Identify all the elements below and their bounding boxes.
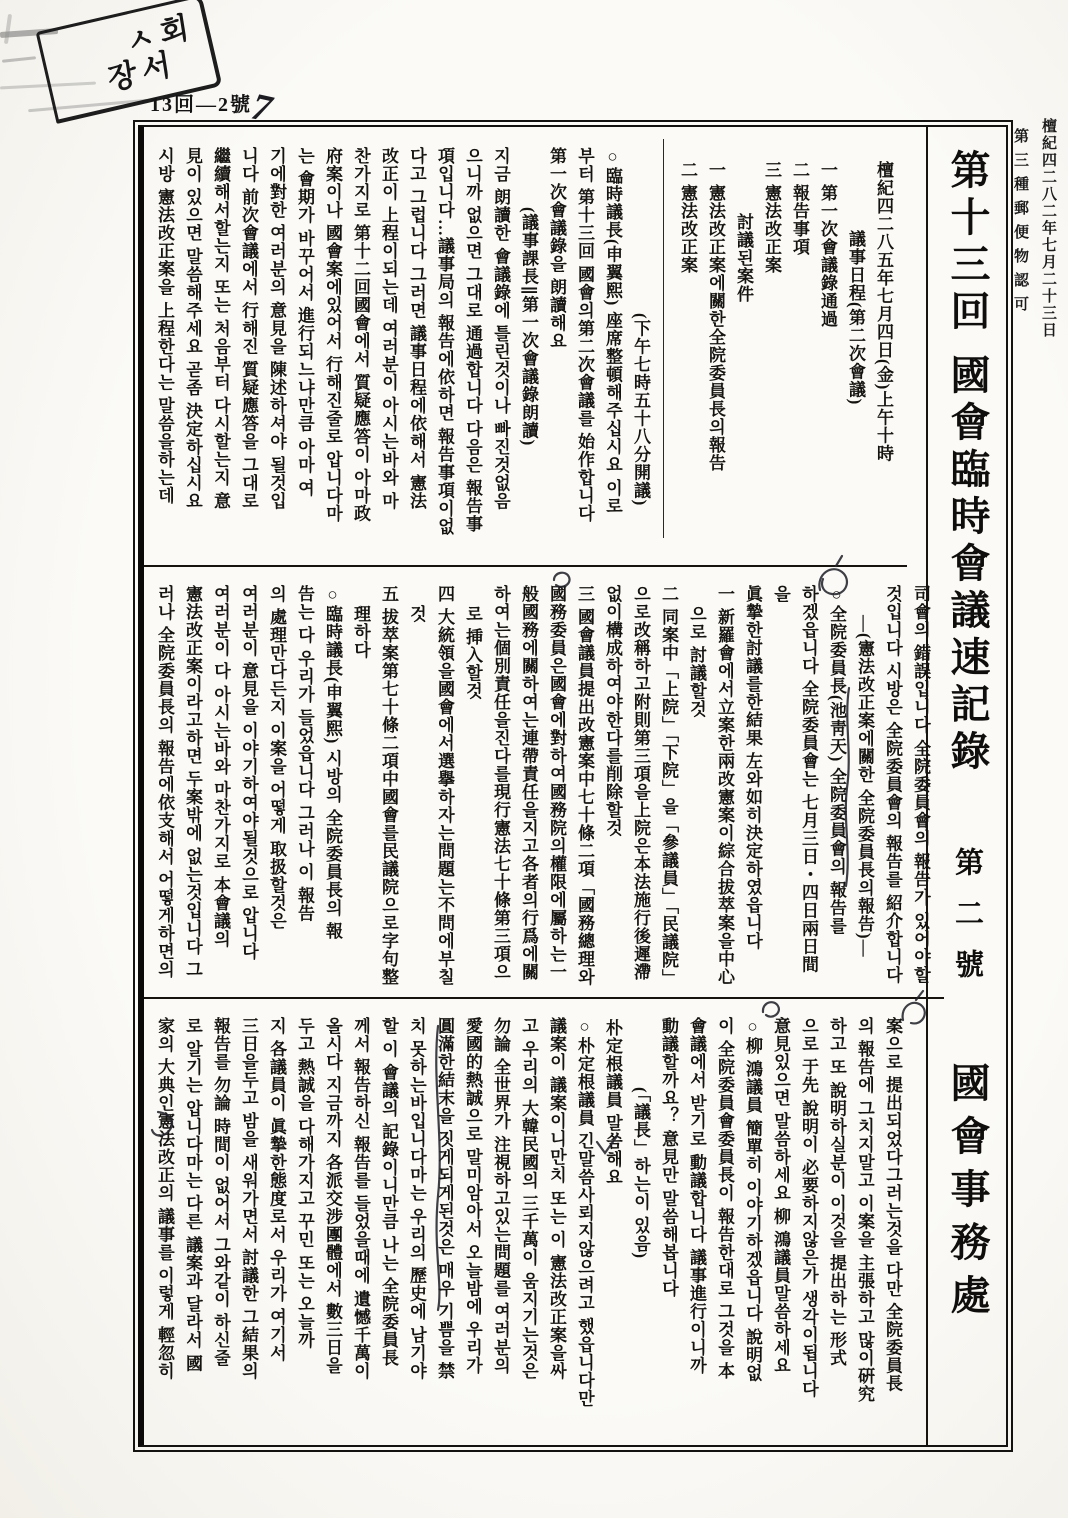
agenda-divider-rule xyxy=(663,139,664,538)
text-column: 動議할까요？ 意見만 말씀해봅니다 xyxy=(659,1017,678,1298)
text-column: 이 全院委員會委員長이 報告한대로 그것을 本 xyxy=(715,1017,734,1380)
text-column: 勿論 全世界가 注視하고있는問題를 여러분의 xyxy=(491,1017,510,1375)
text-column: 로 挿入할것 xyxy=(463,605,482,701)
text-column: 찬가지로 第十二回國會에서 質疑應答이 아마政 xyxy=(351,147,370,523)
text-column: 圓滿한結末을 짓게되게된것은 매우 기쁨을 禁 xyxy=(435,1017,454,1380)
text-column: 檀紀四二八五年七月四日(金)上午十時 xyxy=(874,161,893,463)
text-column: (「議長」하는이 있음) xyxy=(631,1087,650,1260)
text-column: 치 못하는바입니다마는 우리의 歷史에 남기야 xyxy=(407,1017,426,1380)
stamp-text-line: ㅅ회 xyxy=(123,8,197,60)
text-column: (議事課長∥第一次會議錄朗讀) xyxy=(519,207,538,447)
text-column: 二 憲法改正案 xyxy=(678,161,697,275)
handwritten-page-number: 7 xyxy=(244,86,279,130)
text-column: 없이構成하여야한다를削除할것 xyxy=(603,585,622,837)
text-column: 여러분이 意見을 이야기하여야될것으로 압니다 xyxy=(239,585,258,961)
pencil-scribble xyxy=(4,14,12,44)
text-column: 議事日程(第二次會議) xyxy=(846,230,865,406)
text-column: 지금 朗讀한 會議錄에 틀린것이나 빠진것없음 xyxy=(491,147,510,510)
text-column: 一 第一次會議錄通過 xyxy=(818,161,837,329)
text-column: 여러분이 다 아시는바와 마찬가지로 本會議의 xyxy=(211,585,230,948)
text-column: 께서 報告하신 報告를 들었을때에 遺憾千萬이 xyxy=(351,1017,370,1380)
text-column: ○臨時議長(申翼熙) 座席整頓해주십시요 이로 xyxy=(603,147,622,515)
outer-frame xyxy=(133,120,1013,1452)
text-column: 國務委員은國會에對하여國務院의權限에屬하는一 xyxy=(547,585,566,981)
text-column: 三日을두고 밤을 새워가면서 討議한 그結果의 xyxy=(239,1017,258,1380)
text-column: 理하다 xyxy=(351,605,370,659)
text-column: 報告를 勿論 時間이 없어서 그와같이 하신줄 xyxy=(211,1017,230,1368)
band-3 xyxy=(144,999,916,1445)
text-column: 고 우리의 大韓民國의 三千萬이 움지기는것은 xyxy=(519,1017,538,1380)
text-column: 三 國會議員提出改憲案中七十條二項「國務總理와 xyxy=(575,585,594,987)
band-1 xyxy=(144,127,907,567)
text-column: ○朴定根議員 긴말씀사뢰지않으려고 했읍니다만 xyxy=(575,1017,594,1408)
text-column: 으로 于先 說明이 必要하지않은가 생각이됩니다 xyxy=(799,1017,818,1398)
text-column: 기에對한 여러분의 意見을 陳述하셔야 될것입 xyxy=(267,147,286,510)
text-column: 니다 前次會議에서 行해진 質疑應答을 그대로 xyxy=(239,147,258,510)
text-column: 하고 또 說明하실분이 이것을 提出하는 形式 xyxy=(827,1017,846,1368)
text-column: 眞摯한討議를한結果 左와如히決定하였읍니다 xyxy=(743,585,762,951)
text-column: 朴定根議員 말씀해요 xyxy=(603,1019,622,1187)
text-column: 부터 第十三回 國會의第二次會議를 始作합니다 xyxy=(575,147,594,523)
text-column: 見이 있으면 말씀해주세요 곧좀 決定하십시요 xyxy=(183,147,202,510)
text-column: 一 憲法改正案에關한全院委員長의報告 xyxy=(706,161,725,473)
masthead-permit: 第三種郵便物認可 xyxy=(1012,128,1028,320)
text-column: 으니까 없으면 그대로 通過합니다 다음은 報告事 xyxy=(463,147,482,534)
text-column: (下午七時五十八分開議) xyxy=(631,313,650,507)
text-column: 으로 討議할것 xyxy=(687,605,706,719)
text-column: 憲法改正案이라고하면 두案밖에 없는것입니다 그 xyxy=(183,585,202,979)
text-column: 의 報告에 그치지말고 이案을 主張하고 많이硏究 xyxy=(855,1017,874,1404)
text-column: 三 憲法改正案 xyxy=(762,161,781,275)
publisher: 國會事務處 xyxy=(945,1062,990,1327)
text-column: 愛國的熱誠으로 말미암아서 오늘밤에 우리가 xyxy=(463,1017,482,1375)
text-column: 하겠읍니다 全院委員會는 七月三日・四日兩日間을 xyxy=(771,585,818,974)
stamp-text-line: 장서 xyxy=(105,45,179,97)
text-column: 五 拔萃案第七十條二項中國會를民議院으로字句整 xyxy=(379,585,398,987)
text-column: 意見있으면 말씀하세요 柳 鴻議員말씀하세요 xyxy=(771,1017,790,1375)
text-column: 家의 大典인憲法改正의 議事를 이렇게 輕忽히 xyxy=(155,1017,174,1380)
text-column: 般國務에關하여는連帶責任을지고各者의行爲에關 xyxy=(519,585,538,981)
pencil-scribble xyxy=(2,56,36,63)
text-column: 會議에서 받기로 動議합니다 議事進行이니까 xyxy=(687,1017,706,1375)
text-column: 시방 憲法改正案을 上程한다는 말씀을하는데 xyxy=(155,147,174,505)
issue-number: 第二號 xyxy=(951,847,983,1000)
text-column: 改正이 上程이되는데 여러분이 아시는바와 마 xyxy=(379,147,398,510)
text-column: 할 이 會議의 記錄이니만큼 나는 全院委員長 xyxy=(379,1017,398,1368)
text-column: 四 大統領을國會에서選擧하자는問題는不問에부칠 xyxy=(435,585,454,987)
band-2 xyxy=(144,567,944,999)
text-column: 두고 熱誠을 다해가지고 꾸민 또는 오늘까 xyxy=(295,1017,314,1350)
text-column: 것입니다 시방은 全院委員會의 報告를 紹介합니다 xyxy=(883,585,902,984)
session-title: 第十三回 國會臨時會議速記錄 xyxy=(945,149,990,777)
issue-label: 13回—2號 xyxy=(150,94,252,116)
text-column: 것 xyxy=(407,605,426,623)
text-column: ○全院委員長(池靑天) 全院委員會의 報告를 xyxy=(827,585,846,935)
inner-frame xyxy=(138,125,1008,1447)
text-column: 의 處理만다든지 이案을 어떻게 取扱할것은 xyxy=(267,585,286,930)
text-column: 하여는個別責任을진다를現行憲法七十條第三項으 xyxy=(491,585,510,981)
text-column: ○柳 鴻議員 簡單히 이야기하겠읍니다 說明없 xyxy=(743,1017,762,1382)
text-column: ○臨時議長(申翼熙) 시방의 全院委員長의 報 xyxy=(323,585,342,941)
text-column: 러나 全院委員長의 報告에依支해서 어떻게하면의 xyxy=(155,585,174,979)
text-column: 다고 그럽니다 그러면 議事日程에依해서 憲法 xyxy=(407,147,426,510)
text-column: 二 報告事項 xyxy=(790,161,809,257)
text-column: 올시다 지금까지 各派交涉團體에서 數三日을 xyxy=(323,1017,342,1375)
text-column: 府案이나 國會案에있어서 行해진줄로 압니다마 xyxy=(323,147,342,523)
text-column: 案으로 提出되었다그러는것을 다만 全院委員長 xyxy=(883,1017,902,1393)
text-column: 繼續해서할는지 또는 처음부터 다시할는지 意 xyxy=(211,147,230,510)
text-column: 로 알기는 압니다마는 다른 議案과 달라서 國 xyxy=(183,1017,202,1373)
text-column: 는 會期가 바꾸어서 進行되느냐만큼 아마 여 xyxy=(295,147,314,498)
text-column: —(憲法改正案에關한 全院委員長의報告)— xyxy=(855,615,874,958)
text-column: 第一次會議錄을 朗讀해요 xyxy=(547,147,566,351)
text-column: 으로改稱하고附則第三項을上院은本法施行後遲滯 xyxy=(631,585,650,981)
text-column: 項입니다…議事局의 報告에依하면 報告事項이없 xyxy=(435,147,454,536)
masthead-date: 檀紀四二八二年七月二十三日 xyxy=(1040,118,1056,339)
text-column: 지 各議員이 眞摯한態度로서 우리가 여기서 xyxy=(267,1017,286,1362)
text-column: 議案이 議案이니만치 또는 이 憲法改正案을싸 xyxy=(547,1017,566,1380)
text-column: 一 新羅會에서立案한兩改憲案이綜合拔萃案을中心 xyxy=(715,585,734,987)
body-area xyxy=(144,127,930,1445)
text-column: 司會의 錯誤입니다 全院委員會의 報告가 있어야할 xyxy=(911,585,930,984)
text-column: 討議된案件 xyxy=(734,213,753,303)
text-column: 二 同案中「上院」「下院」을「參議員」「民議院」 xyxy=(659,585,678,988)
text-column: 告는 다 우리가 들었읍니다 그러나 이 報告 xyxy=(295,585,314,923)
